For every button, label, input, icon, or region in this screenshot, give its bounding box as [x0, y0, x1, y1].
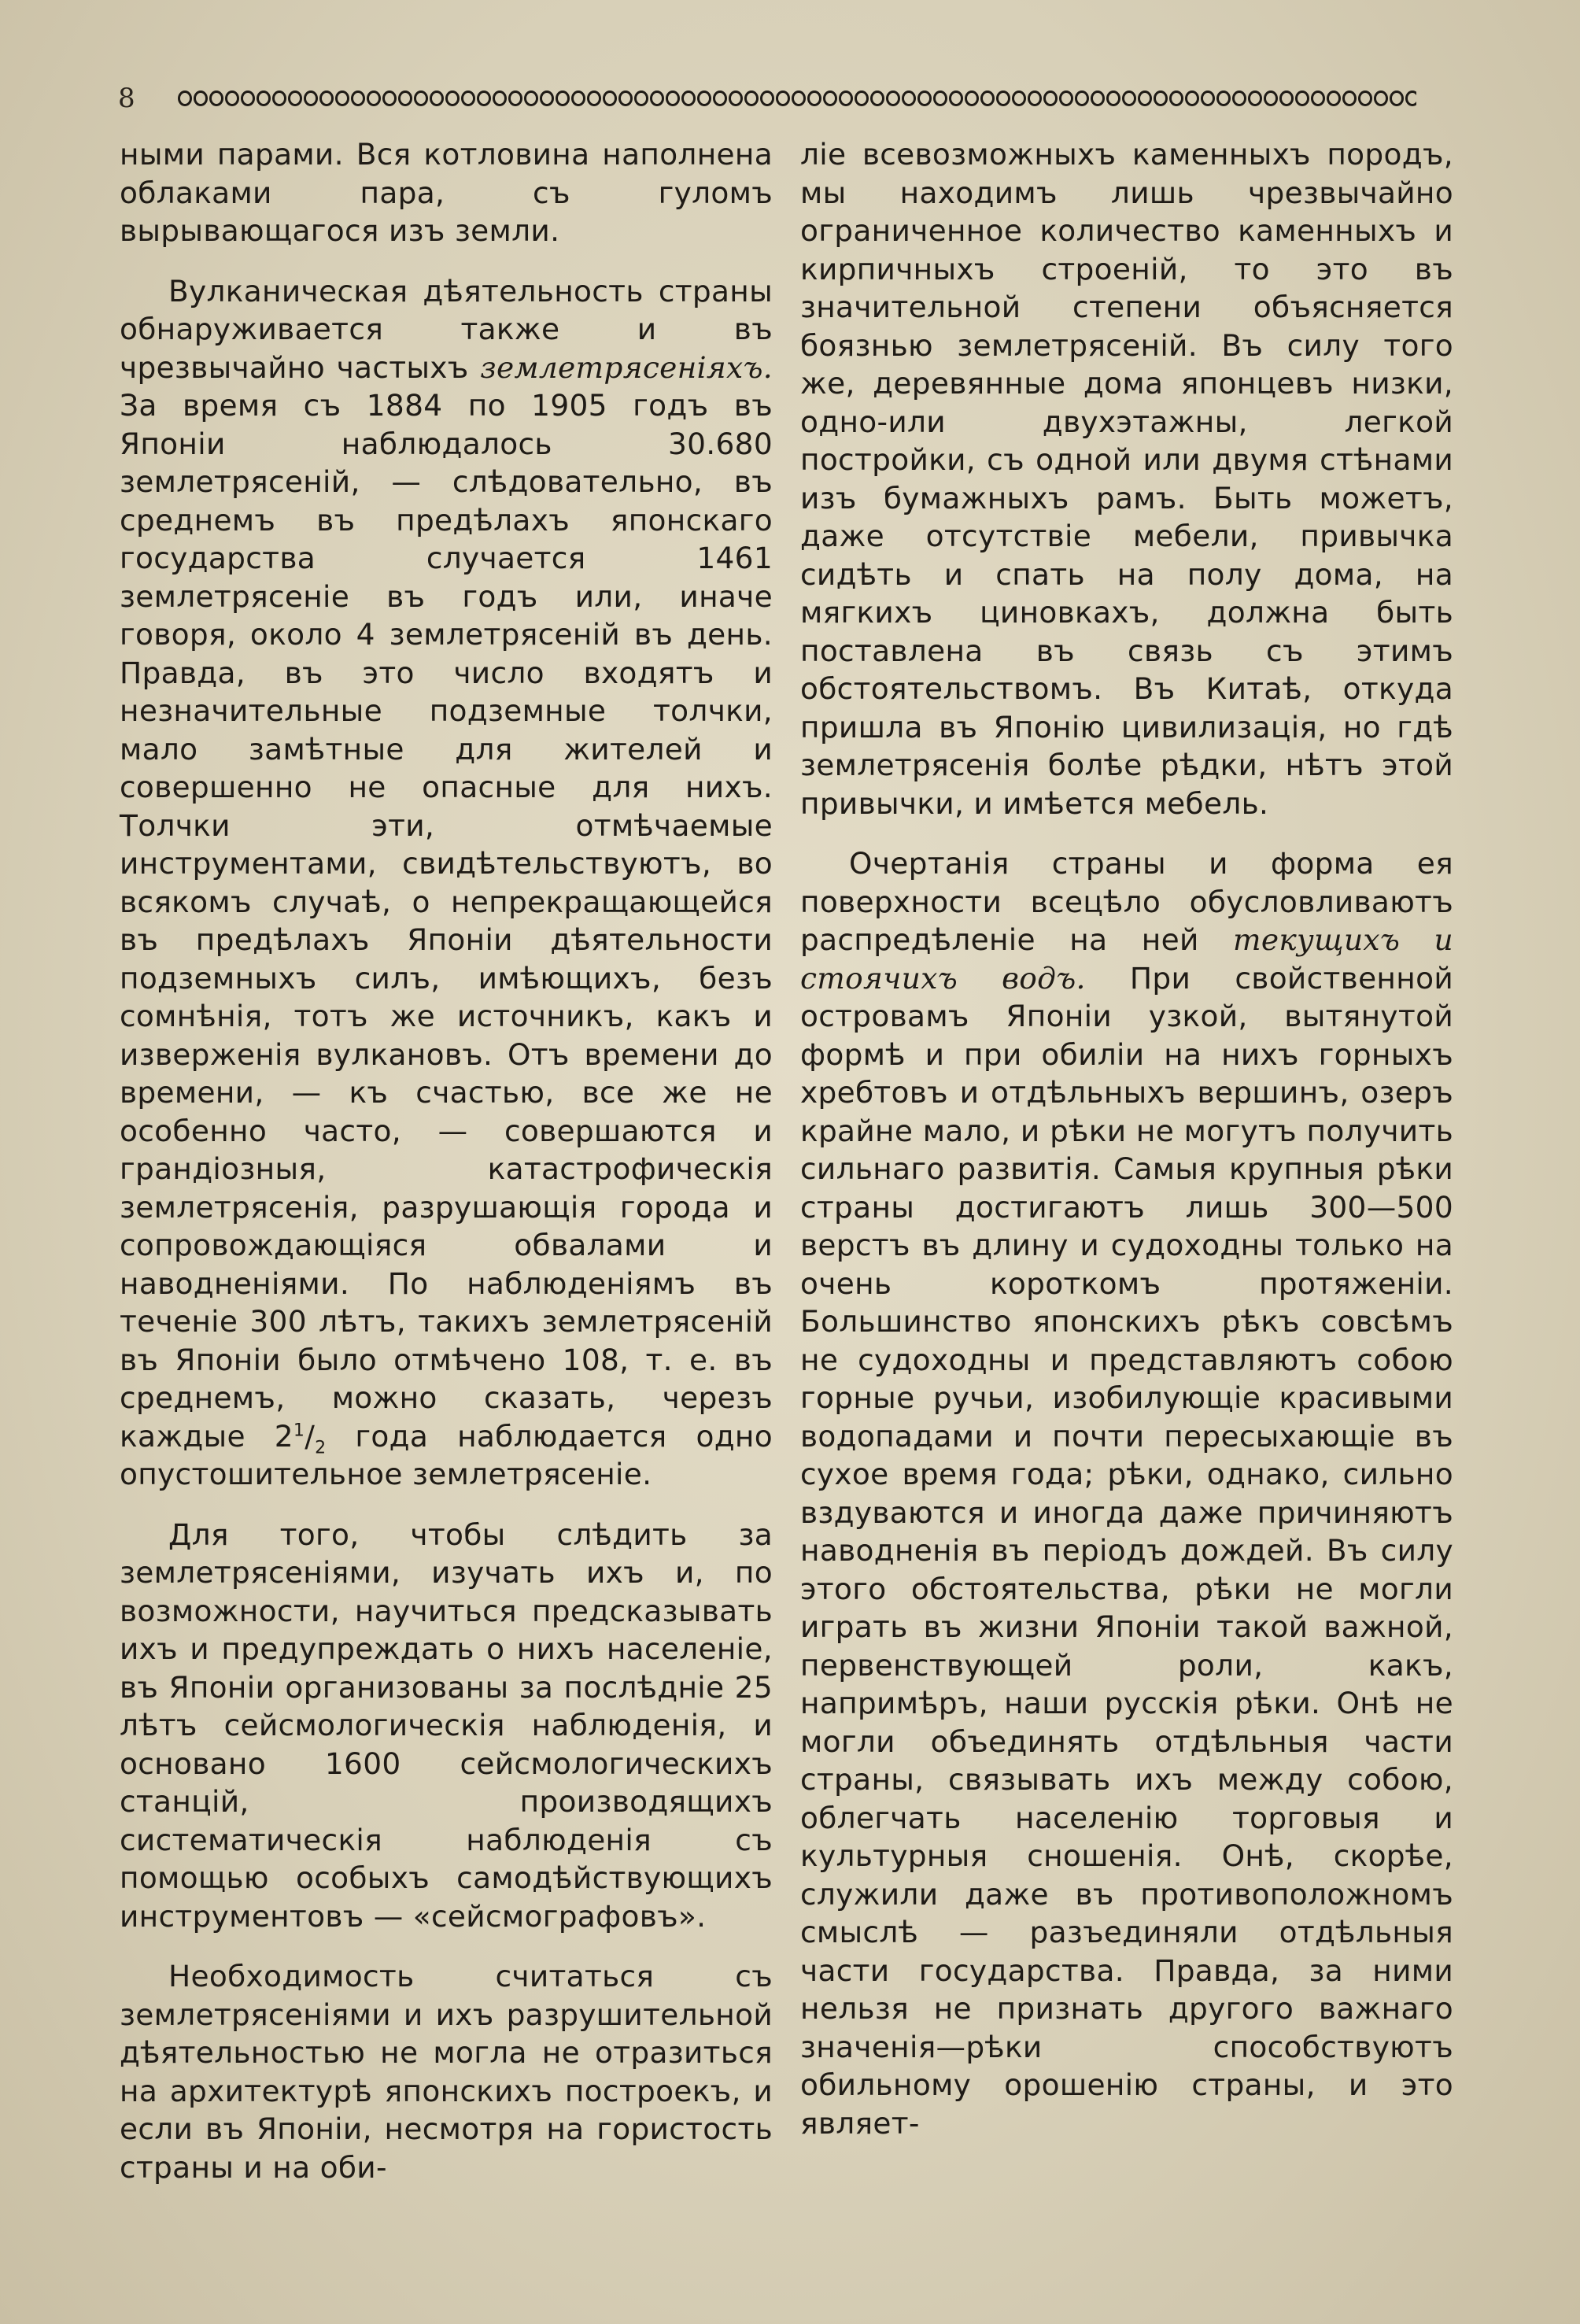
- page-header: [118, 79, 1416, 118]
- paragraph: [800, 844, 1453, 2142]
- paragraph: ліе всевозможныхъ каменныхъ породъ, мы находимъ лишь чрезвычайно ограниченное количество каменныхъ и кирпичныхъ строеній, то это въ значительной степени объясняется боязнью землетрясеній. Въ силу того же, деревянные дома японцевъ низки, одно-или двухэтажны, легкой постройки, съ одной или двумя стѣнами изъ бумажныхъ рамъ. Быть можетъ, даже отсутствіе мебели, привычка сидѣть и спать на полу дома, на мягкихъ циновкахъ, должна быть поставлена въ связь съ этимъ обстоятельствомъ. Въ Китаѣ, откуда пришла въ Японію цивилизація, но гдѣ землетрясенія болѣе рѣдки, нѣтъ этой привычки, и имѣется мебель.: [800, 137, 1453, 821]
- italic-term: текущихъ и стоячихъ водъ.: [800, 922, 1453, 996]
- text-run: При свойственной островамъ Японіи узкой, вытянутой формѣ и при обиліи на нихъ горныхъ хребтовъ и отдѣльныхъ вершинъ, озеръ крайне мало, и рѣки не могутъ получить сильнаго развитія. Самыя крупныя рѣки страны достигаютъ лишь 300—500 верстъ въ длину и судоходны только на очень короткомъ протяженіи. Большинство японскихъ рѣкъ совсѣмъ не судоходны и представляютъ собою горные ручьи, изобилующіе красивыми водопадами и почти пересыхающіе въ сухое время года; рѣки, однако, сильно вздуваются и иногда даже причиняютъ наводненія въ періодъ дождей. Въ силу этого обстоятельства, рѣки не могли играть въ жизни Японіи такой важной, первенствующей роли, какъ, напримѣръ, наши русскія рѣки. Онѣ не могли объединять отдѣльныя части страны, связывать ихъ между собою, облегчать населенію торговыя и культурныя сношенія. Онѣ, скорѣе, служили даже въ противоположномъ смыслѣ — разъединяли отдѣльныя части государства. Правда, за ними нельзя не признать другого важнаго значенія—рѣки способствуютъ обильному орошенію страны, и это являет-: [800, 960, 1453, 2141]
- text-run: Очертанія страны и форма ея поверхности всецѣло обусловливаютъ распредѣленіе на ней: [800, 846, 1453, 957]
- italic-term: землетрясеніяхъ.: [480, 349, 773, 385]
- fraction-denominator: 2: [315, 1438, 327, 1458]
- paragraph: Для того, чтобы слѣдить за землетрясеніями, изучать ихъ и, по возможности, научиться предсказывать ихъ и предупреждать о нихъ населеніе, въ Японіи организованы за послѣдніе 25 лѣтъ сейсмологическія наблюденія, и основано 1600 сейсмологическихъ станцій, производящихъ систематическія наблюденія съ помощью особыхъ самодѣйствующихъ инструментовъ — «сейсмографовъ».: [120, 1517, 773, 1934]
- paragraph: Вулканическая дѣятельность страны обнаруживается также и въ чрезвычайно частыхъ землетрясеніяхъ. За время съ 1884 по 1905 годъ въ Японіи наблюдалось 30.680 землетрясеній, — слѣдовательно, въ среднемъ въ предѣлахъ японскаго государства случается 1461 землетрясеніе въ годъ или, иначе говоря, около 4 землетрясеній въ день. Правда, въ это число входятъ и незначительные подземные толчки, мало замѣтные для жителей и совершенно не опасные для нихъ. Толчки эти, отмѣчаемые инструментами, свидѣтельствуютъ, во всякомъ случаѣ, о непрекращающейся въ предѣлахъ Японіи дѣятельности подземныхъ силъ, имѣющихъ, безъ сомнѣнія, тотъ же источникъ, какъ и изверженія вулкановъ. Отъ времени до времени, — къ счастью, все же не особенно часто, — совершаются и грандіозныя, катастрофическія землетрясенія, разрушающія города и сопровождающіяся обвалами и наводненіями. По наблюденіямъ въ теченіе 300 лѣтъ, такихъ землетрясеній въ Японіи было отмѣчено 108, т. е. въ среднемъ, можно сказать, черезъ каждые $2^1/_2$ года наблюдается одно опустошительное землетрясеніе.: [120, 273, 773, 1491]
- ornament-rule: [177, 88, 1416, 109]
- left-column: [120, 135, 773, 2186]
- text-run: Вулканическая дѣятельность страны обнаруживается также и въ чрезвычайно частыхъ: [120, 273, 773, 385]
- fraction-whole: 2: [274, 1418, 293, 1454]
- right-column: [800, 135, 1453, 2142]
- text-run: За время съ 1884 по 1905 годъ въ Японіи наблюдалось 30.680 землетрясеній, — слѣдовательно, въ среднемъ въ предѣлахъ японскаго государства случается 1461 землетрясеніе въ годъ или, иначе говоря, около 4 землетрясеній въ день. Правда, въ это число входятъ и незначительные подземные толчки, мало замѣтные для жителей и совершенно не опасные для нихъ. Толчки эти, отмѣчаемые инструментами, свидѣтельствуютъ, во всякомъ случаѣ, о непрекращающейся въ предѣлахъ Японіи дѣятельности подземныхъ силъ, имѣющихъ, безъ сомнѣнія, тотъ же источникъ, какъ и изверженія вулкановъ. Отъ времени до времени, — къ счастью, все же не особенно часто, — совершаются и грандіозныя, катастрофическія землетрясенія, разрушающія города и сопровождающіяся обвалами и наводненіями. По наблюденіямъ въ теченіе 300 лѣтъ, такихъ землетрясеній въ Японіи было отмѣчено 108, т. е. въ среднемъ, можно сказать, черезъ каждые: [120, 388, 773, 1454]
- paragraph: ными парами. Вся котловина наполнена облаками пара, съ гуломъ вырывающагося изъ земли.: [120, 137, 773, 248]
- fraction-numerator: 1: [293, 1421, 305, 1440]
- page-number: 8: [118, 83, 135, 114]
- text-run: года наблюдается одно опустошительное землетрясеніе.: [120, 1418, 773, 1491]
- paragraph: Необходимость считаться съ землетрясеніями и ихъ разрушительной дѣятельностью не могла не отразиться на архитектурѣ японскихъ построекъ, и если въ Японіи, несмотря на гористость страны и на оби-: [120, 1959, 773, 2185]
